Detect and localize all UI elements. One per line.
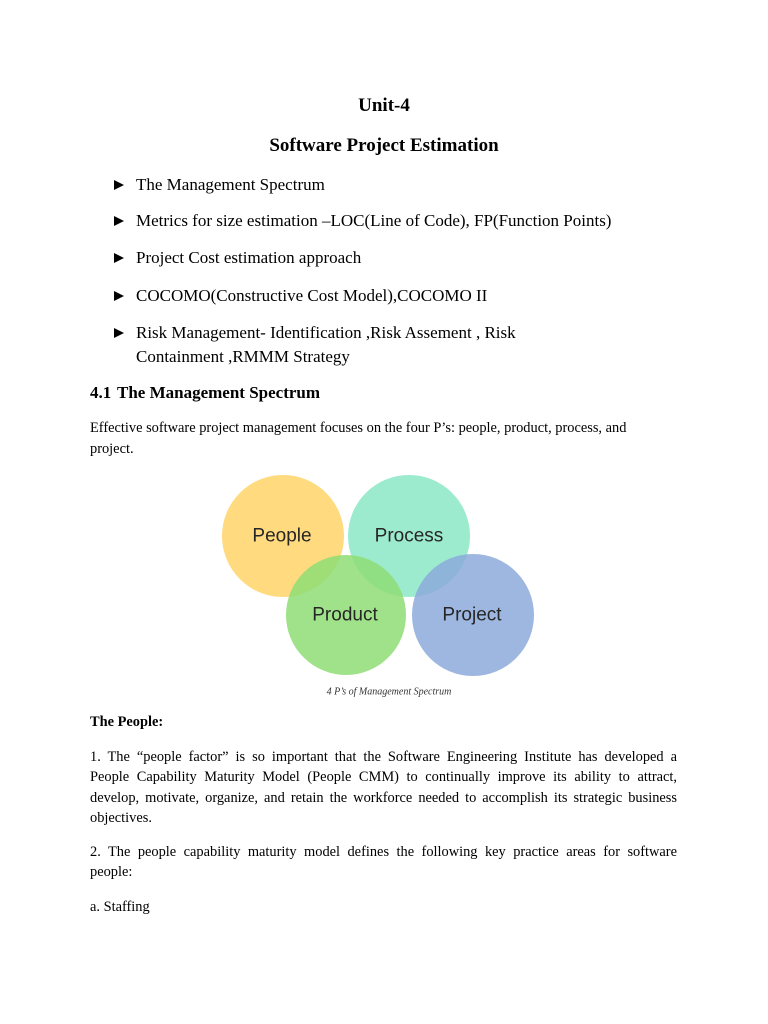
paragraph-line: project. bbox=[90, 440, 134, 457]
people-paragraph-2 bbox=[90, 842, 677, 883]
bullet-item bbox=[136, 284, 487, 308]
section-title: The Management Spectrum bbox=[117, 383, 321, 402]
bullet-triangle-icon bbox=[114, 180, 124, 190]
paragraph-line: 2. The people capability maturity model defines the following key practice areas for software bbox=[90, 843, 677, 860]
four-ps-venn-diagram bbox=[0, 470, 768, 710]
bullet-item bbox=[136, 173, 325, 197]
paragraph-line: develop, motivate, organize, and retain the workforce needed to accomplish its strategic business bbox=[90, 789, 677, 806]
bullet-line: The Management Spectrum bbox=[136, 175, 325, 194]
bullet-triangle-icon bbox=[114, 328, 124, 338]
bullet-triangle-icon bbox=[114, 253, 124, 263]
people-label: People bbox=[252, 525, 312, 547]
product-label: Product bbox=[312, 604, 378, 626]
people-paragraph-1 bbox=[90, 747, 677, 829]
bullet-line: Containment ,RMMM Strategy bbox=[136, 347, 350, 366]
diagram-caption: 4 P’s of Management Spectrum bbox=[326, 686, 452, 698]
process-label: Process bbox=[374, 525, 444, 547]
section-number: 4.1 bbox=[90, 383, 112, 402]
paragraph-line: people: bbox=[90, 864, 133, 881]
section-heading bbox=[90, 382, 320, 404]
project-label: Project bbox=[442, 604, 502, 626]
bullet-item bbox=[136, 321, 516, 369]
paragraph-line: 1. The “people factor” is so important that the Software Engineering Institute has developed a bbox=[90, 748, 677, 765]
paragraph-line: Effective software project management focuses on the four P’s: people, product, process, and bbox=[90, 419, 627, 436]
bullet-item bbox=[136, 246, 361, 270]
bullet-line: Project Cost estimation approach bbox=[136, 248, 362, 267]
people-heading: The People: bbox=[90, 713, 164, 730]
paragraph-line: objectives. bbox=[90, 810, 152, 827]
intro-paragraph bbox=[90, 418, 677, 460]
bullet-line: COCOMO(Constructive Cost Model),COCOMO II bbox=[136, 286, 488, 305]
unit-heading: Unit-4 bbox=[358, 95, 410, 116]
bullet-line: Risk Management- Identification ,Risk Assement , Risk bbox=[136, 323, 516, 342]
page-title: Software Project Estimation bbox=[269, 135, 499, 156]
bullet-item bbox=[136, 209, 611, 233]
bullet-triangle-icon bbox=[114, 291, 124, 301]
paragraph-line: People Capability Maturity Model (People CMM) to continually improve its ability to attract, bbox=[90, 769, 677, 786]
list-item-staffing: a. Staffing bbox=[90, 898, 150, 915]
bullet-line: Metrics for size estimation –LOC(Line of Code), FP(Function Points) bbox=[136, 211, 612, 230]
bullet-triangle-icon bbox=[114, 216, 124, 226]
